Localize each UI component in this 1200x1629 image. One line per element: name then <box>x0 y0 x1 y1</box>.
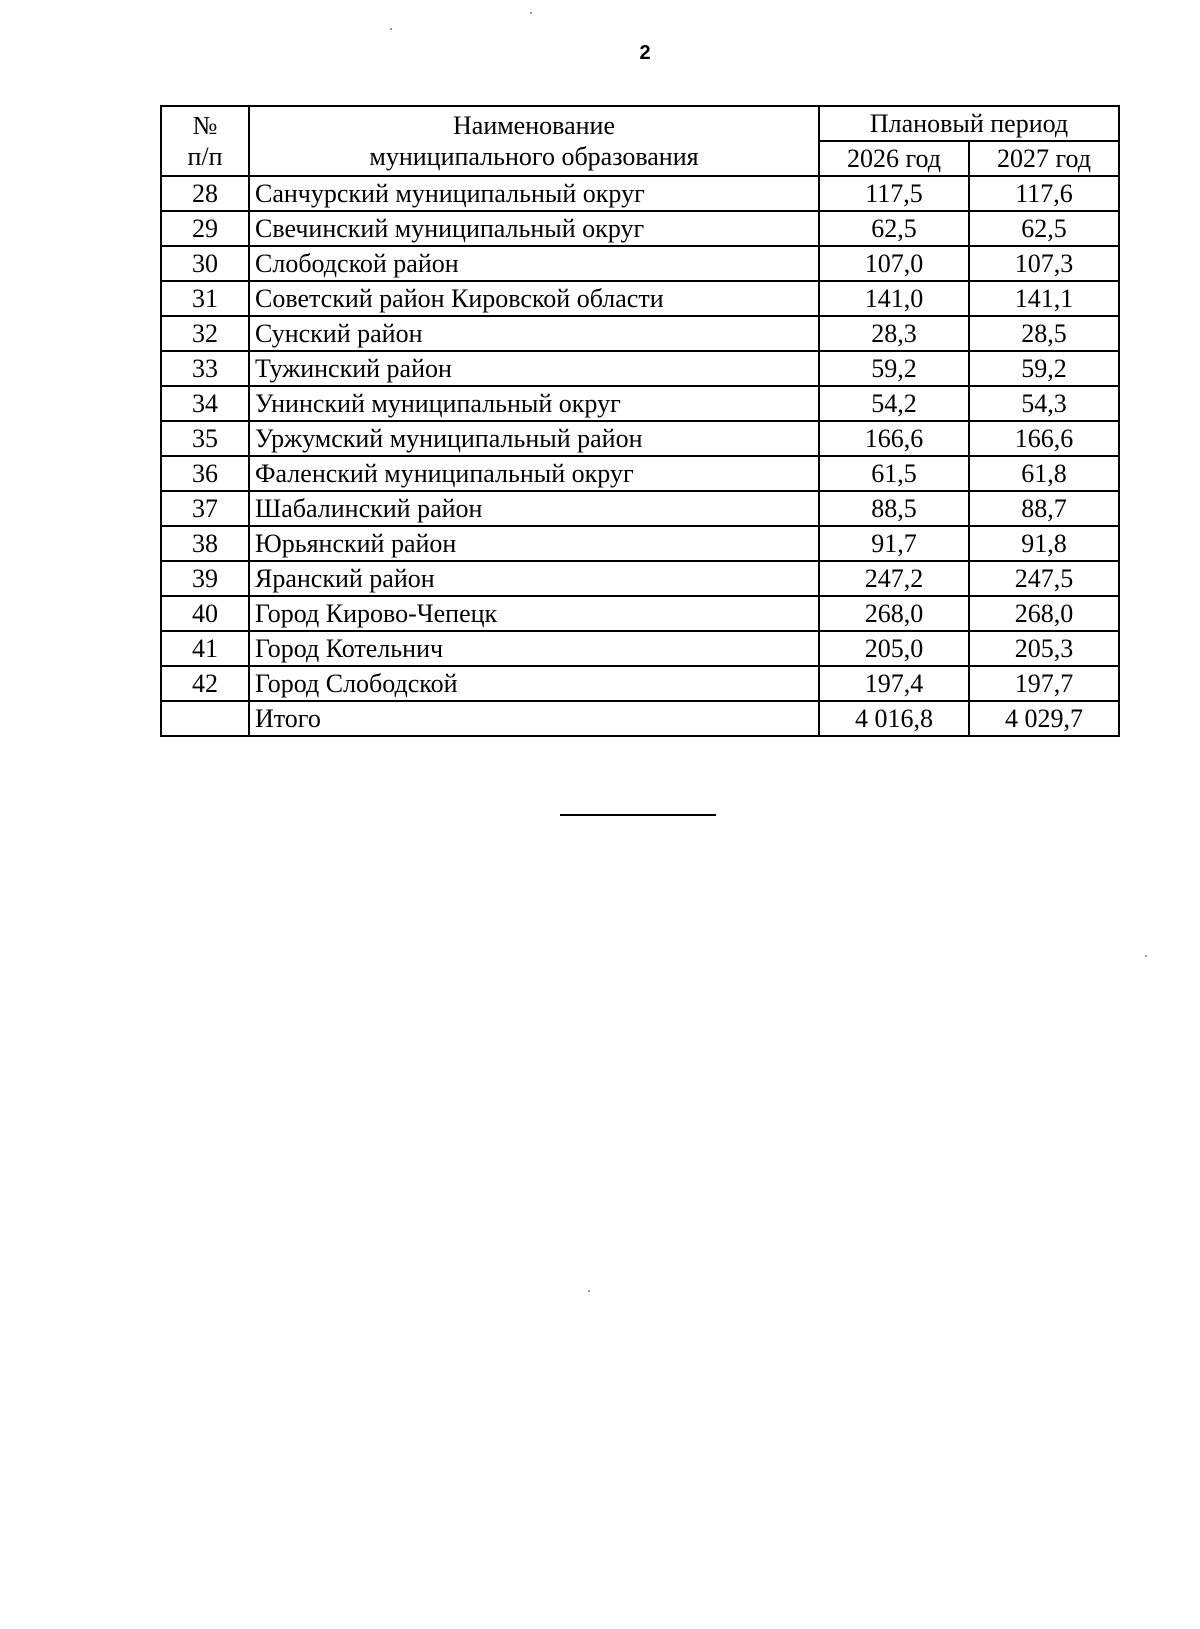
municipality-name: Советский район Кировской области <box>249 281 819 316</box>
value-2026: 88,5 <box>819 491 969 526</box>
row-number: 28 <box>161 176 249 211</box>
value-2026: 54,2 <box>819 386 969 421</box>
row-number: 34 <box>161 386 249 421</box>
municipality-name: Город Кирово-Чепецк <box>249 596 819 631</box>
row-number: 32 <box>161 316 249 351</box>
table-row <box>161 316 1119 351</box>
table-row <box>161 631 1119 666</box>
end-of-document-line <box>560 814 716 816</box>
municipality-name: Город Слободской <box>249 666 819 701</box>
table-row <box>161 596 1119 631</box>
value-2026: 166,6 <box>819 421 969 456</box>
value-2027: 247,5 <box>969 561 1119 596</box>
municipality-name: Фаленский муниципальный округ <box>249 456 819 491</box>
table-row <box>161 421 1119 456</box>
value-2027: 107,3 <box>969 246 1119 281</box>
value-2026: 205,0 <box>819 631 969 666</box>
total-row <box>161 701 1119 736</box>
row-number: 37 <box>161 491 249 526</box>
value-2026: 59,2 <box>819 351 969 386</box>
header-row-1 <box>161 106 1119 141</box>
municipality-name: Свечинский муниципальный округ <box>249 211 819 246</box>
total-number <box>161 701 249 736</box>
header-num-line2: п/п <box>187 142 223 171</box>
table-row <box>161 561 1119 596</box>
value-2026: 28,3 <box>819 316 969 351</box>
value-2027: 117,6 <box>969 176 1119 211</box>
value-2026: 107,0 <box>819 246 969 281</box>
value-2026: 117,5 <box>819 176 969 211</box>
value-2026: 91,7 <box>819 526 969 561</box>
table-row <box>161 526 1119 561</box>
total-label: Итого <box>249 701 819 736</box>
municipality-name: Слободской район <box>249 246 819 281</box>
page-number: 2 <box>639 42 651 64</box>
table-row <box>161 351 1119 386</box>
value-2026: 247,2 <box>819 561 969 596</box>
value-2026: 197,4 <box>819 666 969 701</box>
municipality-name: Тужинский район <box>249 351 819 386</box>
row-number: 40 <box>161 596 249 631</box>
row-number: 39 <box>161 561 249 596</box>
value-2027: 197,7 <box>969 666 1119 701</box>
budget-table <box>160 105 1120 737</box>
scan-speck <box>390 28 392 30</box>
value-2027: 59,2 <box>969 351 1119 386</box>
municipality-name: Унинский муниципальный округ <box>249 386 819 421</box>
table-row <box>161 281 1119 316</box>
row-number: 42 <box>161 666 249 701</box>
value-2026: 62,5 <box>819 211 969 246</box>
table-row <box>161 456 1119 491</box>
value-2027: 88,7 <box>969 491 1119 526</box>
header-name-line2: муниципального образования <box>369 142 699 171</box>
table-row <box>161 176 1119 211</box>
value-2027: 205,3 <box>969 631 1119 666</box>
table-body <box>161 106 1119 736</box>
table-row <box>161 666 1119 701</box>
value-2027: 141,1 <box>969 281 1119 316</box>
row-number: 31 <box>161 281 249 316</box>
value-2026: 268,0 <box>819 596 969 631</box>
header-period: Плановый период <box>819 106 1119 141</box>
municipality-name: Уржумский муниципальный район <box>249 421 819 456</box>
row-number: 36 <box>161 456 249 491</box>
row-number: 29 <box>161 211 249 246</box>
value-2027: 91,8 <box>969 526 1119 561</box>
value-2027: 62,5 <box>969 211 1119 246</box>
scan-speck <box>1145 955 1147 957</box>
table-row <box>161 211 1119 246</box>
row-number: 33 <box>161 351 249 386</box>
total-2027: 4 029,7 <box>969 701 1119 736</box>
table-row <box>161 491 1119 526</box>
row-number: 35 <box>161 421 249 456</box>
value-2026: 141,0 <box>819 281 969 316</box>
row-number: 30 <box>161 246 249 281</box>
municipality-name: Сунский район <box>249 316 819 351</box>
municipality-name: Санчурский муниципальный округ <box>249 176 819 211</box>
row-number: 38 <box>161 526 249 561</box>
scan-speck <box>588 1290 590 1292</box>
header-name-line1: Наименование <box>453 111 615 140</box>
scan-speck <box>530 12 532 14</box>
header-num-line1: № <box>192 111 218 140</box>
total-2026: 4 016,8 <box>819 701 969 736</box>
municipality-name: Юрьянский район <box>249 526 819 561</box>
value-2027: 268,0 <box>969 596 1119 631</box>
table-row <box>161 246 1119 281</box>
row-number: 41 <box>161 631 249 666</box>
municipality-name: Город Котельнич <box>249 631 819 666</box>
header-year-2026: 2026 год <box>819 141 969 176</box>
header-num-cell <box>161 106 249 176</box>
header-name-cell <box>249 106 819 176</box>
value-2027: 28,5 <box>969 316 1119 351</box>
value-2026: 61,5 <box>819 456 969 491</box>
municipality-name: Шабалинский район <box>249 491 819 526</box>
value-2027: 54,3 <box>969 386 1119 421</box>
value-2027: 166,6 <box>969 421 1119 456</box>
value-2027: 61,8 <box>969 456 1119 491</box>
table-row <box>161 386 1119 421</box>
header-year-2027: 2027 год <box>969 141 1119 176</box>
municipality-name: Яранский район <box>249 561 819 596</box>
